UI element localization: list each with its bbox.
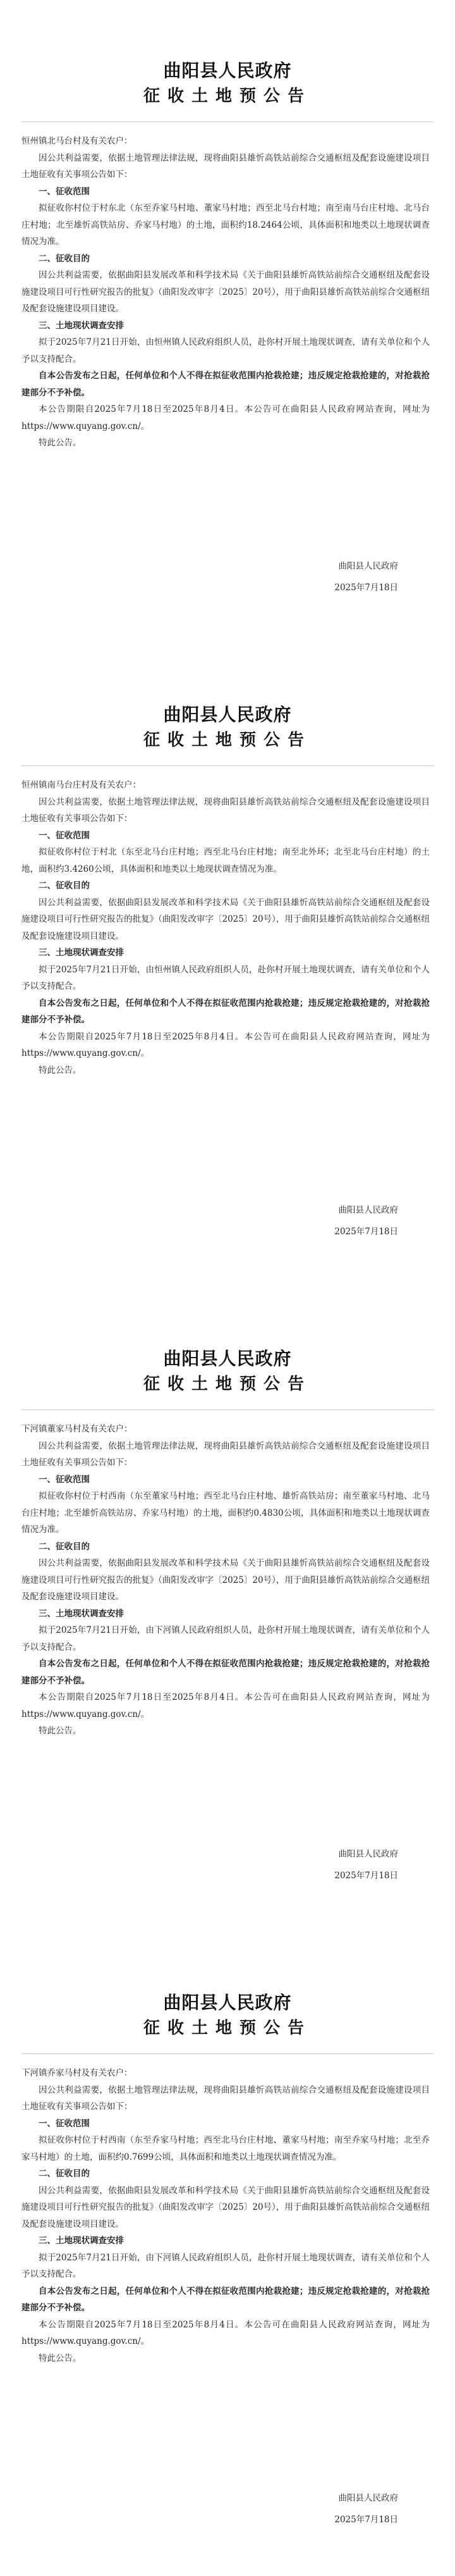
period-paragraph: 本公告期限自2025年7月18日至2025年8月4日。本公告可在曲阳县人民政府网站查询，网址为https://www.quyang.gov.cn/。 (21, 1692, 430, 1719)
notice-title: 征收土地预公告 (143, 2019, 312, 2038)
issuer-heading: 曲阳县人民政府 (163, 704, 292, 725)
signer: 曲阳县人民政府 (338, 2493, 398, 2503)
notice-body (21, 1421, 430, 1740)
addressee: 恒州镇北马台村及有关农户： (21, 136, 133, 146)
closing-line: 特此公告。 (39, 1726, 82, 1736)
notice-1 (0, 0, 455, 644)
notice-body (21, 2065, 430, 2367)
warning-paragraph: 自本公告发布之日起，任何单位和个人不得在拟征收范围内抢栽抢建；违反规定抢栽抢建的，对抢栽抢建部分不予补偿。 (21, 998, 430, 1025)
survey-paragraph: 拟于2025年7月21日开始，由恒州镇人民政府组织人员，赴你村开展土地现状调查，请有关单位和个人予以支持配合。 (21, 964, 430, 991)
signer: 曲阳县人民政府 (338, 561, 398, 571)
issuer-heading: 曲阳县人民政府 (163, 60, 292, 81)
scope-paragraph: 拟征收你村位于村西南（东至董家马村地；西至北马台庄村地、雄忻高铁站房；南至董家马村地、北马台庄村地；北至雄忻高铁站房、乔家马村地）的土地，面积约0.4830公顷，具体面积和地类以土地现状调查情况为准。 (21, 1491, 430, 1535)
survey-paragraph: 拟于2025年7月21日开始，由下河镇人民政府组织人员，赴你村开展土地现状调查，请有关单位和个人予以支持配合。 (21, 1625, 430, 1652)
signature-block (334, 2487, 398, 2530)
closing-line: 特此公告。 (39, 438, 82, 448)
purpose-paragraph: 因公共利益需要，依据曲阳县发展改革和科学技术局《关于曲阳县雄忻高铁站前综合交通枢纽及配套设施建设项目可行性研究报告的批复》（曲阳发改审字〔2025〕20号），用于曲阳县雄忻高铁站前综合交通枢纽及配套设施建设项目建设。 (21, 1558, 430, 1602)
signature-block (334, 1199, 398, 1242)
notice-3 (0, 1288, 455, 1932)
section-heading-purpose: 二、征收目的 (39, 253, 90, 264)
issue-date: 2025年7月18日 (334, 1227, 398, 1237)
section-heading-scope: 一、征收范围 (39, 186, 90, 197)
section-heading-survey: 三、土地现状调查安排 (39, 1608, 124, 1619)
issuer-heading: 曲阳县人民政府 (163, 1992, 292, 2013)
divider (21, 2053, 434, 2054)
notice-header (0, 1990, 455, 2041)
scope-paragraph: 拟征收你村位于村东北（东至乔家马村地、董家马村地；西至北马台村地；南至南马台庄村地、北马台庄村地；北至雄忻高铁站房、乔家马村地）的土地，面积约18.2464公顷，具体面积和地类以土地现状调查情况为准。 (21, 203, 430, 247)
notice-title: 征收土地预公告 (143, 1375, 312, 1394)
intro-paragraph: 因公共利益需要，依据土地管理法律法规，现将曲阳县雄忻高铁站前综合交通枢纽及配套设施建设项目土地征收有关事项公告如下： (21, 152, 430, 180)
notice-2 (0, 644, 455, 1288)
period-paragraph: 本公告期限自2025年7月18日至2025年8月4日。本公告可在曲阳县人民政府网站查询，网址为https://www.quyang.gov.cn/。 (21, 1031, 430, 1058)
closing-line: 特此公告。 (39, 2353, 82, 2363)
intro-paragraph: 因公共利益需要，依据土地管理法律法规，现将曲阳县雄忻高铁站前综合交通枢纽及配套设施建设项目土地征收有关事项公告如下： (21, 2084, 430, 2112)
warning-paragraph: 自本公告发布之日起，任何单位和个人不得在拟征收范围内抢栽抢建；违反规定抢栽抢建的，对抢栽抢建部分不予补偿。 (21, 2286, 430, 2313)
addressee: 下河镇乔家马村及有关农户： (21, 2068, 133, 2078)
divider (21, 765, 434, 766)
notice-body (21, 133, 430, 452)
section-heading-scope: 一、征收范围 (39, 830, 90, 841)
intro-paragraph: 因公共利益需要，依据土地管理法律法规，现将曲阳县雄忻高铁站前综合交通枢纽及配套设施建设项目土地征收有关事项公告如下： (21, 1440, 430, 1468)
section-heading-scope: 一、征收范围 (39, 2118, 90, 2129)
section-heading-survey: 三、土地现状调查安排 (39, 2236, 124, 2246)
notice-title: 征收土地预公告 (143, 731, 312, 750)
period-paragraph: 本公告期限自2025年7月18日至2025年8月4日。本公告可在曲阳县人民政府网站查询，网址为https://www.quyang.gov.cn/。 (21, 404, 430, 431)
purpose-paragraph: 因公共利益需要，依据曲阳县发展改革和科学技术局《关于曲阳县雄忻高铁站前综合交通枢纽及配套设施建设项目可行性研究报告的批复》（曲阳发改审字〔2025〕20号），用于曲阳县雄忻高铁站前综合交通枢纽及配套设施建设项目建设。 (21, 897, 430, 941)
warning-paragraph: 自本公告发布之日起，任何单位和个人不得在拟征收范围内抢栽抢建；违反规定抢栽抢建的，对抢栽抢建部分不予补偿。 (21, 371, 430, 398)
scope-paragraph: 拟征收你村位于村西南（东至乔家马村地；西至北马台庄村地、董家马村地；南至乔家马村地；北至乔家马村地）的土地，面积约0.7699公顷，具体面积和地类以土地现状调查情况为准。 (21, 2135, 430, 2162)
section-heading-survey: 三、土地现状调查安排 (39, 948, 124, 958)
survey-paragraph: 拟于2025年7月21日开始，由恒州镇人民政府组织人员，赴你村开展土地现状调查，请有关单位和个人予以支持配合。 (21, 337, 430, 364)
scope-paragraph: 拟征收你村位于村北（东至北马台庄村地；西至北马台庄村地；南至北外环；北至北马台庄村地）的土地，面积约3.4260公顷，具体面积和地类以土地现状调查情况为准。 (21, 847, 430, 874)
issue-date: 2025年7月18日 (334, 2515, 398, 2525)
divider (21, 1409, 434, 1410)
purpose-paragraph: 因公共利益需要，依据曲阳县发展改革和科学技术局《关于曲阳县雄忻高铁站前综合交通枢纽及配套设施建设项目可行性研究报告的批复》（曲阳发改审字〔2025〕20号），用于曲阳县雄忻高铁站前综合交通枢纽及配套设施建设项目建设。 (21, 2185, 430, 2229)
warning-paragraph: 自本公告发布之日起，任何单位和个人不得在拟征收范围内抢栽抢建；违反规定抢栽抢建的，对抢栽抢建部分不予补偿。 (21, 1659, 430, 1686)
period-paragraph: 本公告期限自2025年7月18日至2025年8月4日。本公告可在曲阳县人民政府网站查询，网址为https://www.quyang.gov.cn/。 (21, 2319, 430, 2346)
notice-4 (0, 1932, 455, 2576)
signer: 曲阳县人民政府 (338, 1849, 398, 1859)
notice-title: 征收土地预公告 (143, 87, 312, 106)
section-heading-purpose: 二、征收目的 (39, 881, 90, 891)
purpose-paragraph: 因公共利益需要，依据曲阳县发展改革和科学技术局《关于曲阳县雄忻高铁站前综合交通枢纽及配套设施建设项目可行性研究报告的批复》（曲阳发改审字〔2025〕20号），用于曲阳县雄忻高铁站前综合交通枢纽及配套设施建设项目建设。 (21, 270, 430, 314)
signature-block (334, 1843, 398, 1886)
addressee: 恒州镇南马台庄村及有关农户： (21, 780, 141, 790)
intro-paragraph: 因公共利益需要，依据土地管理法律法规，现将曲阳县雄忻高铁站前综合交通枢纽及配套设施建设项目土地征收有关事项公告如下： (21, 796, 430, 824)
survey-paragraph: 拟于2025年7月21日开始，由下河镇人民政府组织人员，赴你村开展土地现状调查，请有关单位和个人予以支持配合。 (21, 2252, 430, 2279)
notice-header (0, 1346, 455, 1397)
notice-body (21, 777, 430, 1079)
issue-date: 2025年7月18日 (334, 583, 398, 593)
closing-line: 特此公告。 (39, 1065, 82, 1075)
issuer-heading: 曲阳县人民政府 (163, 1348, 292, 1369)
notice-header (0, 702, 455, 753)
addressee: 下河镇董家马村及有关农户： (21, 1424, 133, 1434)
section-heading-purpose: 二、征收目的 (39, 2169, 90, 2179)
section-heading-scope: 一、征收范围 (39, 1474, 90, 1485)
notice-header (0, 58, 455, 109)
signature-block (334, 555, 398, 598)
section-heading-survey: 三、土地现状调查安排 (39, 320, 124, 331)
signer: 曲阳县人民政府 (338, 1205, 398, 1215)
divider (21, 121, 434, 122)
section-heading-purpose: 二、征收目的 (39, 1541, 90, 1552)
issue-date: 2025年7月18日 (334, 1871, 398, 1881)
